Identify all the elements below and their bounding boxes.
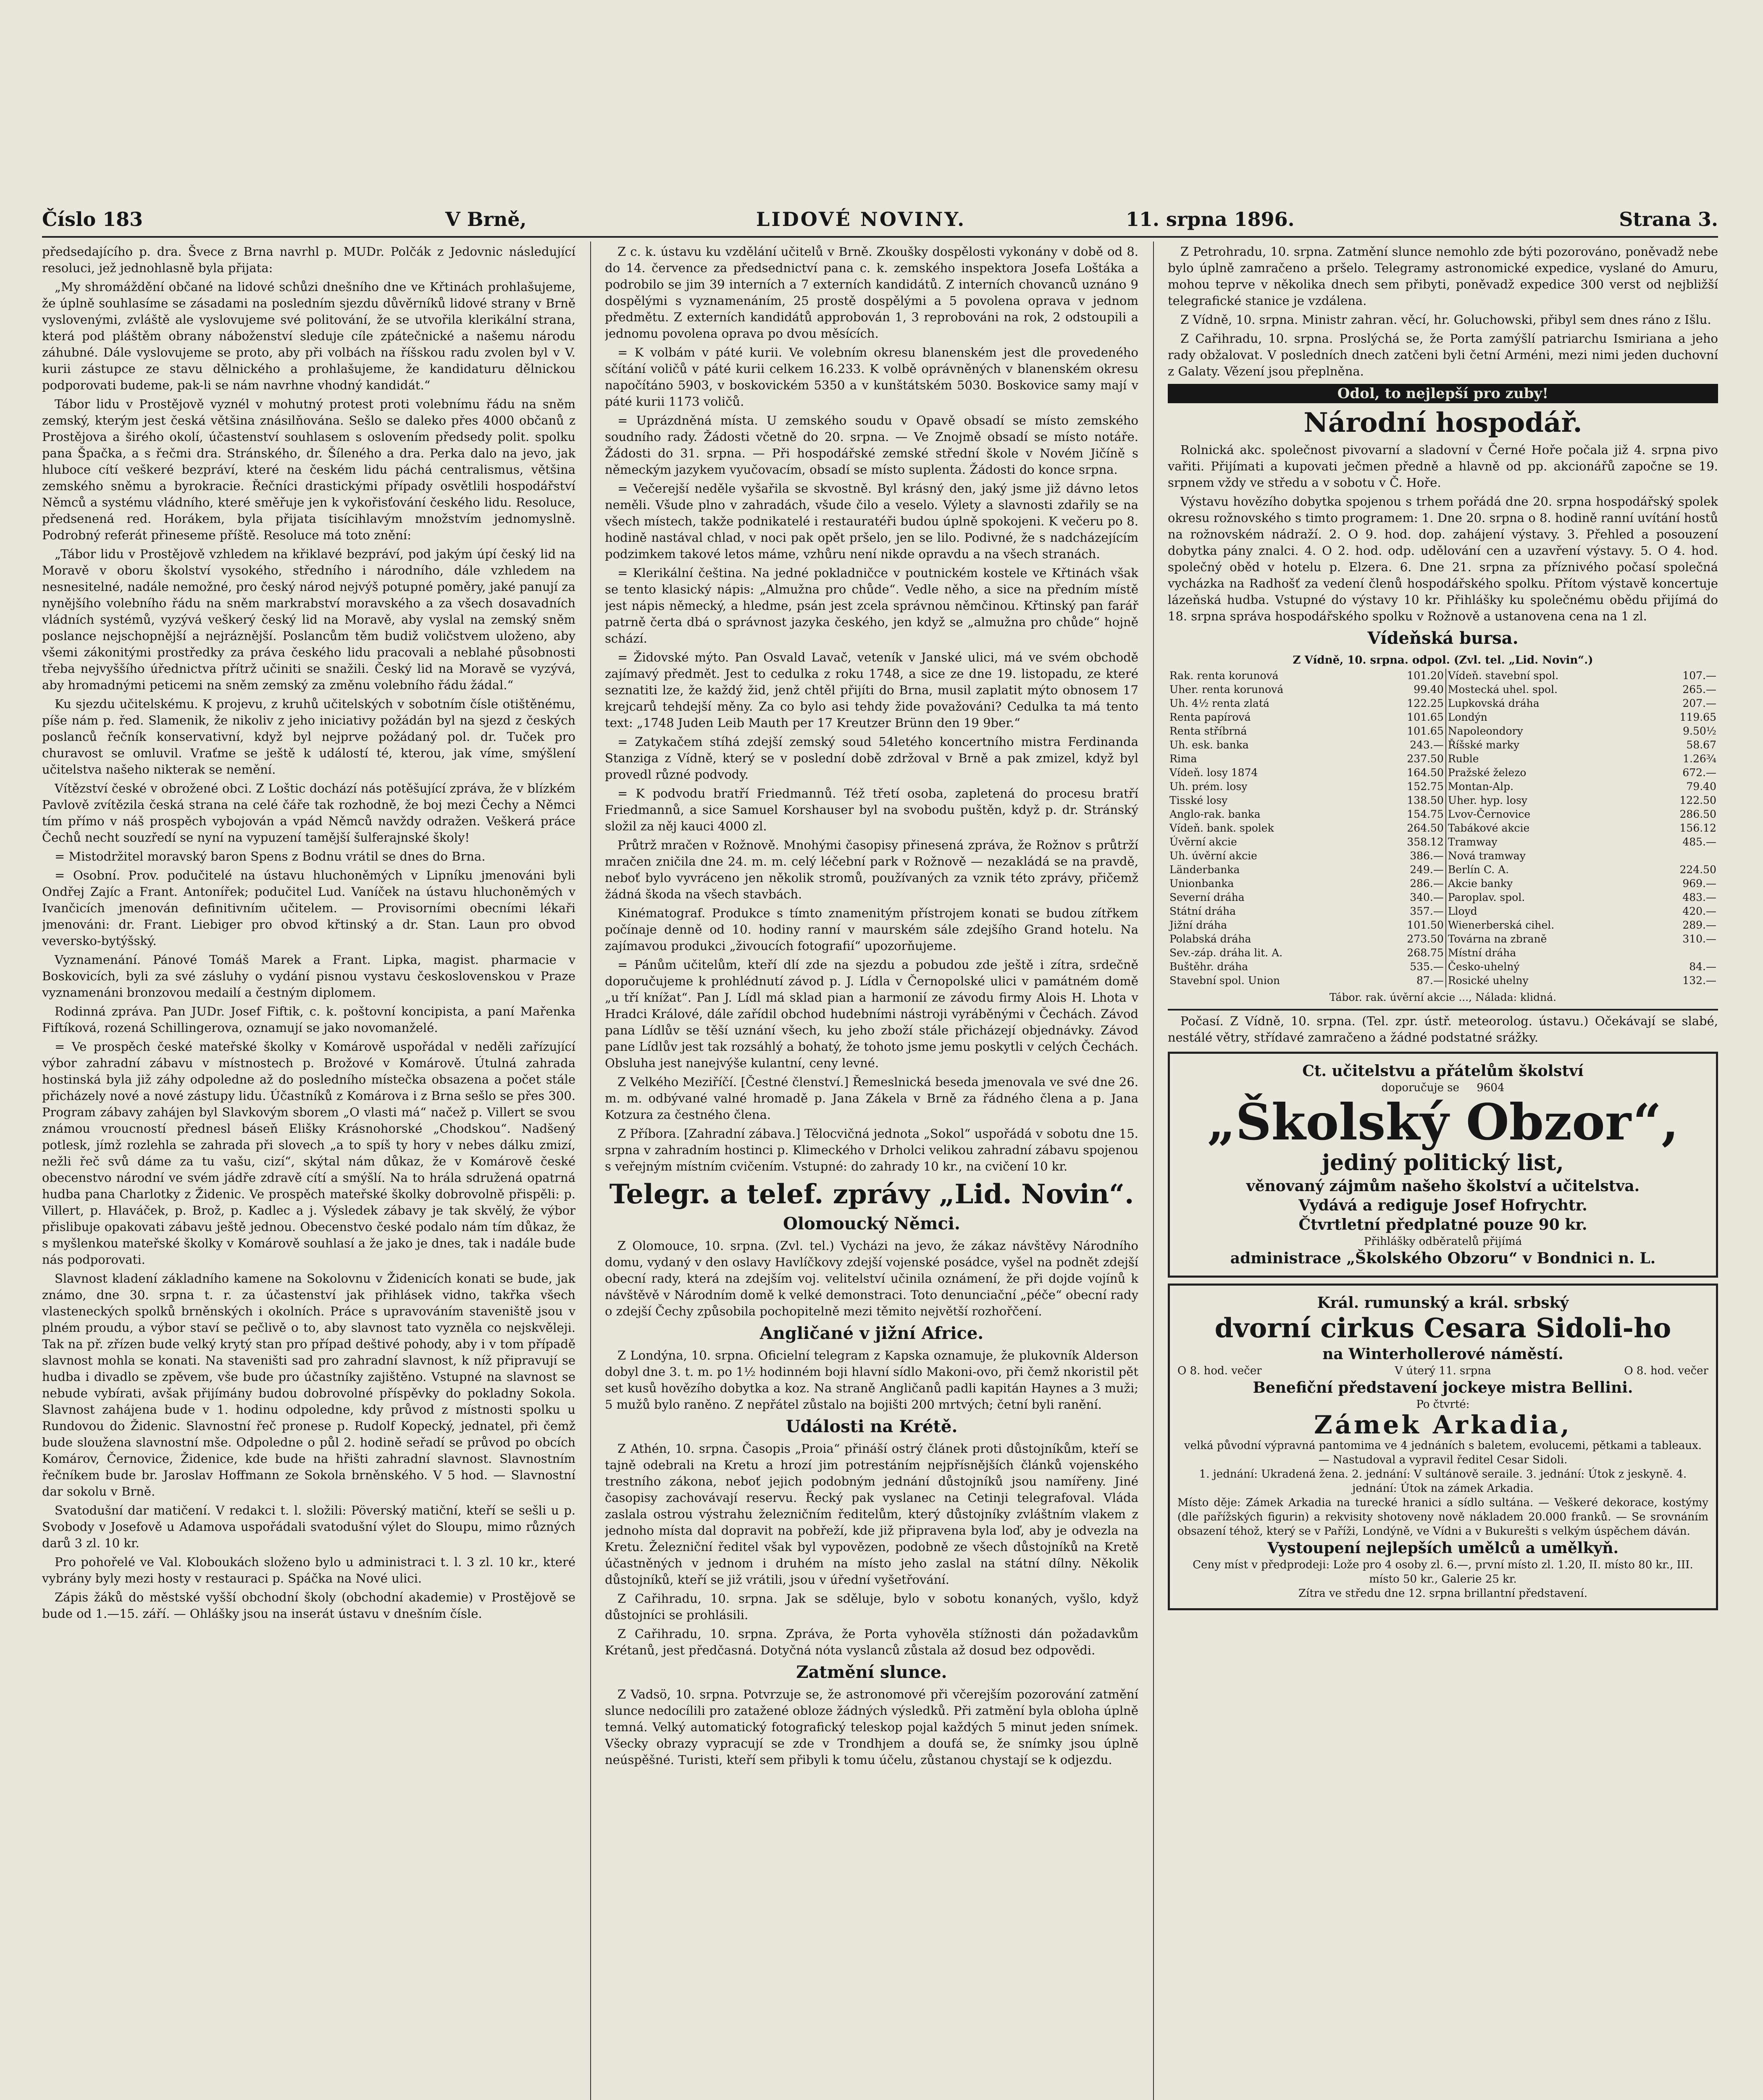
bursa-item: Buštěhr. dráha [1169,961,1248,973]
column-middle [605,244,1138,2100]
bursa-value: 122.25 [1374,696,1446,710]
bursa-value: 224.50 [1679,864,1716,876]
bursa-value: 9.50½ [1683,725,1716,737]
ad-text: O 8. hod. večer [1624,1365,1708,1377]
bursa-item: Říšské marky [1448,739,1520,751]
bursa-item: Napoleondory [1448,725,1523,737]
ad-headline: „Školský Obzor“, [1207,1093,1679,1151]
article: = Mistodržitel moravský baron Spens z Bodnu vrátil se dnes do Brna. [55,849,486,864]
skolsky-obzor-advert [1168,1052,1718,1278]
bursa-value: 386.— [1374,849,1446,863]
article: Z Vadsö, 10. srpna. Potvrzuje se, že astronomové při včerejším pozorování zatmění slunce nedocílili pro zatažené obloze žádných výsledků. Při zatmění byla obloha úplně temná. Velký automatický fotografický teleskop pojal každých 5 minut jeden snímek. Všecky obrazy vypracují se zde v Trondhjem a doufá se, že snímky jsou úplně neúspěšné. Turisti, kteří sem přibyli k tomu účelu, zůstanou chystají se k odjezdu. [605,1687,1138,1767]
bursa-value: 164.50 [1374,766,1446,780]
bursa-item: Uh. esk. banka [1169,739,1249,751]
article: Průtrž mračen v Rožnově. Mnohými časopisy přinesená zpráva, že Rožnov s průtrží mračen zničila dne 24. m. m. celý léčební park v Rožnově — nezakládá se na pravdě, neboť bylo vyvráceno jen několik stromů, používaných za vznik této zprávy, přičemž žádná škoda na všech stavbách. [605,838,1138,901]
bursa-value [1647,849,1718,863]
ad-line: Místo děje: Zámek Arkadia na turecké hranici a sídlo sultána. — Veškeré dekorace, kostýmy (dle pařížských figurin) a rekvisity shotoveny nově nákladem 20.000 franků. — Se srovnáním obsazení téhož, který se v Paříži, Londýně, ve Vídni a v Bukurešti s velkým úspěchem dáván. [1177,1496,1708,1538]
bursa-value: 87.— [1374,974,1446,987]
article: = Večerejší neděle vyšařila se skvostně. Byl krásný den, jaký jsme již dávno letos neměli. Všude plno v zahradách, všude čilo a veselo. Výlety a slavnosti zdařily se na všech místech, takže podnikatelé i restauratéři budou úplně spokojeni. K večeru po 8. hodině nastával chlad, v noci pak opět pršelo, jen se lilo. Podivné, že s nadcházejícím podzimkem takové letos máme, vzhůru není nikde opravdu a na všech stranách. [605,481,1138,561]
bursa-item: Tabákové akcie [1448,822,1530,834]
article: Z Cařihradu, 10. srpna. Proslýchá se, že Porta zamýšlí patriarchu Ismiriana a jeho rady obžalovat. V posledních dnech zatčeni byli četní Arméni, mezi nimi jeden duchovní z Galaty. Vězení jsou přeplněna. [1168,331,1718,378]
weather-report: Počasí. Z Vídně, 10. srpna. (Tel. zpr. ústř. meteorolog. ústavu.) Očekávají se slabé, nestálé větry, střídavé zamračeno a žádné podstatné srážky. [1168,1014,1718,1045]
bursa-row [1168,890,1718,904]
column-left [42,244,575,2100]
article: Z Londýna, 10. srpna. Oficielní telegram z Kapska oznamuje, že plukovník Alderson dobyl dne 3. t. m. po 1½ hodinném boji hlavní sídlo Makoni-ovo, při čemž nkoristil pět set kusů hovězího dobytka a koz. Na straně Angličanů padli kapitán Haynes a 3 muži; 5 mužů bylo raněno. Z nepřátel zůstalo na bojišti 200 mrtvých; četní byli ranění. [605,1348,1138,1412]
article: Svatodušní dar matičení. V redakci t. l. složili: Pöverský matiční, kteří se sešli u p. Svobody v Josefově u Adamova uspořádali svatodušní výlet do Sloupu, mimo různých darů 3 zl. 10 kr. [42,1503,575,1550]
bursa-item: Severní dráha [1169,891,1245,903]
bursa-row [1168,682,1718,696]
column-right [1168,244,1718,2100]
ad-line: Vydává a rediguje Josef Hofrychtr. [1298,1197,1587,1214]
bursa-value: 101.50 [1374,918,1446,932]
ad-line [1177,1364,1708,1378]
ad-line: Čtvrtletní předplatné pouze 90 kr. [1298,1216,1587,1234]
article: = Ve prospěch české mateřské školky v Komárově uspořádal v neděli zařízující výbor zahradní zábavu v místnostech p. Brožové v Komárově. Útulná zahrada hostinská byla již záhy odpoledne až do posledního místečka obsazena a počet stále přicházely nové a nové zástupy lidu. Účastníků z Komárova i z Brna sešlo se přes 300. Program zábavy zahájen byl Slavkovým sborem „O vlasti má“ načež p. Villert se svou známou vroucností přednesl báseň Elišky Krásnohorské „Chodskou“. Nadšený potlesk, jímž rozlehla se zahrada při slovech „a to spíš ty hory v nebes dálku zmizí, nežli řeč svů dáme za tu vašu, cizí“, skýtal nám důkaz, že v Komárově české obecenstvo národní ve svém jádře zdravě cítí a smýšlí. Na to hrála sdružená opatrná hudba pana Charlotky z Židenic. Ve prospěch mateřské školky dobrovolně přispěli: p. Villert, p. Hlaváček, p. Brož, p. Kadlec a j. Výsledek zábavy je tak skvělý, že výbor přislibuje opakovati zábavu ještě jednou. Obecenstvo české podalo nám tím důkaz, že s myšlenkou mateřské školky v Komárově souhlasí a že jako je dnes, tak i nadále bude nás podporovati. [42,1040,575,1267]
bursa-row [1168,724,1718,738]
article: = K podvodu bratří Friedmannů. Též třetí osoba, zapletená do procesu bratří Friedmannů, a sice Samuel Korshauser byl na svobodu puštěn, když p. dr. Stránský složil za něj kauci 4000 zl. [605,786,1138,833]
ad-text: O 8. hod. večer [1177,1365,1262,1377]
bursa-value: 122.50 [1679,794,1716,806]
article: Z Cařihradu, 10. srpna. Zpráva, že Porta vyhověla stížnosti dán požadavkům Krétanů, jest předčasná. Dotyčná nóta vyslanců zůstala až dosud bez odpovědi. [605,1627,1138,1657]
article: = Klerikální čeština. Na jedné pokladničce v poutnickém kostele ve Křtinách však se tento klasický nápis: „Almužna pro chůde“. Vedle něho, a sice na předním místě jest nápis německý, a hledme, psán jest zcela správnou němčinou. Křtinský pan farář patrně čerta dbá o správnost jazyka českého, jen když se „almužna pro chůde“ hojně schází. [605,566,1138,646]
bursa-row [1168,669,1718,682]
bursa-row [1168,918,1718,932]
article: Rolnická akc. společnost pivovarní a sladovní v Černé Hoře počala již 4. srpna pivo vařiti. Přijímati a kupovati ječmen předně a hlavně od pp. akcionářů započne se 19. srpnem vždy ve středu a v sobotu v Č. Hoře. [1168,443,1718,490]
bursa-row [1168,710,1718,724]
column-separator [590,242,591,2100]
bursa-item: Uher. renta korunová [1169,683,1284,696]
article: „Tábor lidu v Prostějově vzhledem na křiklavé bezpráví, pod jakým úpí český lid na Moravě v oboru školství vysokého, středního i národního, dále vzhledem na nesnesitelné, nadále nemožné, pro český národ nejvýš potupné poměry, jaké panují za nynějšího volebního řádu na sněm markrabství moravského a za všech dosavadních vládních systémů, vyzývá veškerý český lid na Moravě, aby vyslal na zemský sněm poslance nejschopnější a nejráznější. Poslancům těm budiž voličstvem uloženo, aby všemi zákonitými prostředky za práva českého lidu pracovali a neblahé působnosti třeba nejvyššího úřednictva přítrž učiniti se snažili. Český lid na Moravě se vyzývá, aby hromadnými peticemi na sněm zemský za změnu volebního řádu žádal.“ [42,547,575,692]
ad-headline: dvorní cirkus Cesara Sidoli-ho [1214,1312,1671,1344]
bursa-item: Renta stříbrná [1169,725,1247,737]
bursa-value: 485.— [1682,836,1716,848]
bursa-value: 1.26¾ [1683,753,1716,765]
bursa-value: 310.— [1682,933,1716,945]
article: Vyznamenání. Pánové Tomáš Marek a Frant. Lipka, magist. pharmacie v Boskovicích, byli za své zásluhy o vydání pisnou vystavu československou v Praze vyznamenáni bronzovou medailí a čestným diplomem. [42,953,575,1000]
bursa-value: 483.— [1682,891,1716,903]
section-subtitle: Angličané v jižní Africe. [759,1323,984,1343]
bursa-value: 289.— [1682,919,1716,931]
page-header [42,208,1718,237]
bursa-item: Jižní dráha [1169,919,1227,931]
bursa-item: Uher. hyp. losy [1448,794,1528,806]
circus-advert [1168,1284,1718,1610]
article: Z Příbora. [Zahradní zábava.] Tělocvičná jednota „Sokol“ uspořádá v sobotu dne 15. srpna v zahradním hostinci p. Klimeckého v Drholci velikou zahradní zábavu spojenou s veřejným místním cvičením. Vstupné: do zahrady 10 kr., na cvičení 10 kr. [605,1126,1138,1173]
article: = Osobní. Prov. podučitelé na ústavu hluchoněmých v Lipníku jmenováni byli Ondřej Zajíc a Frant. Antonířek; podučitel Lud. Vaníček na ústavu hluchoněmých v Ivančicích jmenován definitivním učitelem. — Provisorními obecními lékaři jmenováni: dr. Frant. Liebiger pro obvod křtinský a dr. Stan. Laun pro obvod veversko-bytýšský. [42,868,575,948]
header-date: 11. srpna 1896. [1126,208,1295,231]
article: Ku sjezdu učitelskému. K projevu, z kruhů učitelských v sobotním čísle otištěnému, píše nám p. řed. Slamenik, že nikoliv z jeho iniciativy požádán byl na sjezd z českých poslanců řečník konservativní, když byl nejprve požádaný pol. dr. Tuček pro churavost se omluvil. Vraťme se ještě k událostí té, kterou, jak víme, smýšlení učitelstva našeho nikterak se nemění. [42,697,575,777]
article: Pro pohořelé ve Val. Kloboukách složeno bylo u administraci t. l. 3 zl. 10 kr., které vybrány byly mezi hosty v restauraci p. Spáčka na Nové ulici. [42,1555,575,1586]
article: Z Vídně, 10. srpna. Ministr zahran. věcí, hr. Goluchowski, přibyl sem dnes ráno z Išlu. [1180,312,1711,327]
article: Rodinná zpráva. Pan JUDr. Josef Fiftik, c. k. poštovní koncipista, a paní Mařenka Fiftíková, rozená Schillingerova, oznamují se jako novomanželé. [42,1004,575,1035]
bursa-value: 340.— [1374,890,1446,904]
ad-headline: Zámek Arkadia, [1314,1410,1572,1440]
bursa-value: 268.75 [1374,946,1446,960]
bursa-item: Anglo-rak. banka [1169,808,1261,820]
bursa-value: 207.— [1682,697,1716,709]
article: Vítězství české v obrožené obci. Z Loštic dochází nás potěšující zpráva, že v blízkém Pavlově zvítězila česká strana na celé čáře tak rozhodně, že boj mezi Čechy a Němci tím přímo v náš prospěch vybojován a vpád Němců navždy odražen. Veškerá práce Čechů necht souzředí se nyní na vypuzení tamější šulferajnské školy! [42,781,575,845]
article: Zápis žáků do městské vyšší obchodní školy (obchodní akademie) v Prostějově se bude od 1.—15. září. — Ohlášky jsou na inserát ústavu v dnešním čísle. [42,1590,575,1621]
ad-line: Vystoupení nejlepších umělců a umělkyň. [1267,1539,1619,1557]
section-subtitle: Zatmění slunce. [796,1662,947,1682]
bursa-row [1168,960,1718,974]
header-place: V Brně, [445,208,527,231]
bursa-row [1168,752,1718,766]
bursa-item: Rosické uhelny [1448,974,1529,987]
section-subtitle: Události na Krétě. [786,1417,958,1436]
bursa-item: Továrna na zbraně [1448,933,1547,945]
bursa-item: Místní dráha [1448,947,1516,959]
bursa-row [1168,835,1718,849]
bursa-value: 672.— [1682,766,1716,779]
bursa-row [1168,780,1718,793]
bursa-item: Lloyd [1448,905,1477,917]
bursa-item: Renta papírová [1169,711,1251,723]
ad-number: 9604 [1477,1082,1505,1094]
bursa-value: 156.12 [1679,822,1716,834]
ad-line: Král. rumunský a král. srbský [1317,1294,1569,1312]
bursa-item: Akcie banky [1448,877,1513,890]
bursa-row [1168,863,1718,877]
bursa-value: 358.12 [1374,835,1446,849]
ad-line: Po čtvrté: [1416,1398,1470,1411]
bursa-row [1168,821,1718,835]
bursa-item: Vídeň. bank. spolek [1169,822,1274,834]
bursa-value: 273.50 [1374,932,1446,946]
bursa-value: 107.— [1682,669,1716,682]
bursa-row [1168,974,1718,987]
column-separator [1153,242,1154,2100]
bursa-row [1168,807,1718,821]
bursa-item: Rima [1169,753,1197,765]
bursa-item: Lvov-Černovice [1448,808,1531,820]
article: předsedajícího p. dra. Švece z Brna navrhl p. MUDr. Polčák z Jedovnic následující resoluci, jež jednohlasně byla přijata: [42,244,575,275]
bursa-item: Länderbanka [1169,864,1240,876]
article: „My shromáždění občané na lidové schůzi dnešního dne ve Křtinách prohlašujeme, že úplně souhlasíme se zásadami na posledním sjezdu důvěrníků lidové strany v Brně vyslovenými, zvláště ale vyslovujeme své politování, že se utvořila klerikální strana, která pod pláštěm obrany náboženství sleduje cíle zpátečnické a našemu národu záhubné. Dále vyslovujeme se proto, aby při volbách na říšskou radu zvolen byl v V. kurii zástupce ze stavu dělnického a prohlašujeme, že kandidaturu dělnickou podporovati budeme, pak-li se nám navrhne vhodný kandidát.“ [42,280,575,392]
bursa-value: 79.40 [1686,780,1716,793]
bursa-item: Uh. 4½ renta zlatá [1169,697,1269,709]
ad-line: Ct. učitelstvu a přátelům školství [1302,1062,1584,1080]
bursa-item: Tramway [1448,836,1498,848]
bursa-item: Tisské losy [1169,794,1228,806]
article: = Uprázdněná místa. U zemského soudu v Opavě obsadí se místo zemského soudního rady. Žádosti včetně do 20. srpna. — Ve Znojmě obsadí se místo notáře. Žádosti do 31. srpna. — Při hospodářské zemské střední škole v Novém Jičíně s německým jazykem vyučovacím, obsadí se místo suplenta. Žádosti do konce srpna. [605,413,1138,477]
article: Z Petrohradu, 10. srpna. Zatmění slunce nemohlo zde býti pozorováno, poněvadž nebe bylo úplně zamračeno a pršelo. Telegramy astronomické expedice, vyslané do Amuru, mohou teprve v několika dnech sem přibyti, poněvadž expedice 300 verst od nejbližší telegrafické stanice je vzdálena. [1168,244,1718,308]
bursa-value: 138.50 [1374,793,1446,807]
issue-number: Číslo 183 [42,208,143,231]
bursa-value: 101.65 [1374,710,1446,724]
bursa-item: Paroplav. spol. [1448,891,1525,903]
bursa-value: 264.50 [1374,821,1446,835]
bursa-item: Londýn [1448,711,1487,723]
bursa-value: 99.40 [1374,682,1446,696]
bursa-item: Nová tramway [1448,850,1526,862]
ad-line: jediný politický list, [1322,1150,1564,1176]
bursa-row [1168,904,1718,918]
article: = K volbám v páté kurii. Ve volebním okresu blanenském jest dle provedeného sčítání voličů v páté kurii celkem 16.233. K volbě oprávněných v blanenském okresu napočítáno 5903, v boskovickém 5350 a v kunštátském 5030. Boskovice samy mají v páté kurii 1173 voličů. [605,345,1138,409]
article: Z Velkého Meziříčí. [Čestné členství.] Řemeslnická beseda jmenovala ve své dne 26. m. m. odbývané valné hromadě p. Jana Zákela v Brně za řádného člena a p. Jana Kotzura za čestného člena. [605,1075,1138,1122]
bursa-value: 243.— [1374,738,1446,752]
bursa-item: Vídeň. losy 1874 [1169,766,1258,779]
bursa-item: Polabská dráha [1169,933,1251,945]
bursa-row [1168,766,1718,780]
article: Kinématograf. Produkce s tímto znamenitým přístrojem konati se budou zítřkem počínaje denně od 10. hodiny ranní v maurském sále zdejšího Grand hotelu. Na zajímavou produkci „živoucích fotografií“ upozorňujeme. [605,906,1138,953]
ad-text: V úterý 11. srpna [1395,1365,1491,1377]
ad-line: Benefiční představení jockeye mistra Bellini. [1253,1379,1633,1396]
article: Výstavu hovězího dobytka spojenou s trhem pořádá dne 20. srpna hospodářský spolek okresu rožnovského s timto programem: 1. Dne 20. srpna o 8. hodině ranní uvítání hostů na rožnovském nádraží. 2. O 9. hod. dop. zahájení výstavy. 3. Přehled a posouzení dobytka pány znalci. 4. O 2. hod. odp. udělování cen a uzavření výstavy. 5. O 4. hod. společný oběd v hotelu p. Elzera. 6. Dne 21. srpna za příznivého počasí společná vycházka na Radhošť za vedení členů hospodářského spolku. Přítom výstavě koncertuje lázeňská hudba. Vstupné do výstavy 10 kr. Přihlášky ku společnému obědu přijímá do 18. srpna správa hospodářského spolku v Rožnově a ustanovena cena na 1 zl. [1168,494,1718,623]
article: = Židovské mýto. Pan Osvald Lavač, veteník v Janské ulici, má ve svém obchodě zajímavý předmět. Jest to cedulka z roku 1748, a sice ze dne 19. listopadu, ze které seznatiti lze, že každý žid, jenž chtěl přijíti do Brna, musil zaplatit mýto obnosem 17 krejcarů tehdejší měny. Za co bylo asi tehdy žide považováni? Cedulka ta má tento text: „1748 Juden Leib Mauth per 17 Kreutzer Brünn den 19 9ber.“ [605,650,1138,730]
article: Z Cařihradu, 10. srpna. Jak se sděluje, bylo v sobotu konaných, vyšlo, když důstojníci se prohlásili. [605,1591,1138,1622]
bursa-value: 84.— [1689,961,1716,973]
page-number: Strana 3. [1619,208,1718,231]
bursa-item: Uh. úvěrní akcie [1169,850,1257,862]
telegram-section-title: Telegr. a telef. zprávy „Lid. Novin“. [609,1179,1134,1210]
bursa-value [1647,946,1718,960]
bursa-item: Berlín C. A. [1448,864,1509,876]
bursa-value: 249.— [1374,863,1446,877]
bursa-item: Wienerberská cihel. [1448,919,1555,931]
bursa-item: Úvěrní akcie [1169,836,1237,848]
bursa-value: 237.50 [1374,752,1446,766]
bursa-item: Sev.-záp. dráha lit. A. [1169,947,1283,959]
article: Tábor lidu v Prostějově vyznél v mohutný protest proti volebnímu řádu na sněm zemský, kterým jest česká většina znásilňována. Sešlo se daleko přes 4000 občanů z Prostějova a širého okolí, účastenství souhlasem s oslovením předsedy polit. spolku pana Špačka, a s řečmi dra. Stránského, dr. Šíleného a dra. Perka dalo na jevo, jak hluboce cítí veškeré bezpráví, které na českém lidu páchá centralismus, většina zemského sněmu a byrokracie. Řečníci drastickými případy osvětlili hospodářství Němců a systému vládního, které směřuje jen k vykořisťování českého lidu. Resoluce, předsenená red. Horákem, byla přijata tisícihlavým množstvím jednomyslně. Podrobný referát přineseme příště. Resoluce má toto znění: [42,397,575,542]
bursa-row [1168,877,1718,890]
bursa-row [1168,738,1718,752]
bursa-value: 420.— [1682,905,1716,917]
bursa-item: Ruble [1448,753,1479,765]
bursa-value: 101.65 [1374,724,1446,738]
bursa-value: 265.— [1682,683,1716,696]
bursa-row [1168,849,1718,863]
bursa-title: Vídeňská bursa. [1367,628,1519,648]
bursa-value: 101.20 [1374,669,1446,682]
bursa-item: Státní dráha [1169,905,1236,917]
article: = Zatykačem stíhá zdejší zemský soud 54letého koncertního mistra Ferdinanda Stanziga z Vídně, který se v poslední době zdržoval v Brně a pak zmizel, když byl provedl různé podvody. [605,735,1138,782]
bursa-item: Mostecká uhel. spol. [1448,683,1558,696]
bursa-item: Stavební spol. Union [1169,974,1280,987]
bursa-subtitle: Z Vídně, 10. srpna. odpol. (Zvl. tel. „Lid. Novin“.) [1293,654,1593,667]
bursa-item: Uh. prém. losy [1169,780,1248,793]
ad-line: na Winterhollerové náměstí. [1322,1345,1563,1363]
bursa-value: 152.75 [1374,780,1446,793]
ad-line: Zítra ve středu dne 12. srpna brillantní představení. [1298,1587,1588,1600]
section-subtitle: Olomoucký Němci. [783,1214,960,1234]
bursa-item: Montan-Alp. [1448,780,1514,793]
section-title: Národní hospodář. [1303,407,1582,438]
bursa-value: 357.— [1374,904,1446,918]
ad-line: Ceny míst v předprodeji: Lože pro 4 osoby zl. 6.—, první místo zl. 1.20, II. místo 80 kr., III. místo 50 kr., Galerie 25 kr. [1193,1559,1693,1586]
article: Slavnost kladení základního kamene na Sokolovnu v Židenicích konati se bude, jak známo, dne 30. srpna t. r. za účastenství jak přihlásek vidno, takřka všech vlasteneckých spolků brněnských i okolních. Práce s upravováním staveniště jsou v plném proudu, a výbor staví se pečlivě o to, aby slavnost tato vyzněla co nejskvěleji. Tak na př. zřízen bude velký krytý stan pro případ deštivé pohody, aby i v tom případě slavnost mohla se konati. Na staveništi sad pro zahradní slavnost, k níž připravují se hudba i divadlo se zpěvem, vše bude pro účastníky zajištěno. Vstupné na slavnost se nebude vybírati, avšak přijímány budou dobrovolné příspěvky do pokladny Sokola. Slavnost zahájena bude v 1. hodinu odpoledne, kdy průvod z místnosti spolku u Rundovou do Židenic. Slavnostní řeč pronese p. Rudolf Kopecký, jednatel, při čemž bude sloužena slavnostní mše. Odpoledne o půl 2. hodině seřadí se průvod po obcích Komárov, Černovice, Židenice, kde bude na hřišti zahradní slavnost. Slavnostním řečníkem bude br. Jaroslav Hoffmann ze Sokola brněnského. V 5 hod. — Slavnostní dar sokolu v Brně. [42,1271,575,1499]
bursa-item: Lupkovská dráha [1448,697,1540,709]
bursa-value: 58.67 [1686,739,1716,751]
bursa-value: 154.75 [1374,807,1446,821]
ad-line: velká původní výpravná pantomima ve 4 jednáních s baletem, evolucemi, pětkami a tableaux. — Nastudoval a vypravil ředitel Cesar Sidoli. [1184,1439,1702,1466]
bursa-value: 132.— [1682,974,1716,987]
bursa-value: 286.— [1374,877,1446,890]
bursa-row [1168,946,1718,960]
article: Z Olomouce, 10. srpna. (Zvl. tel.) Vycházi na jevo, že zákaz návštěvy Národního domu, vydaný v den oslavy Havlíčkovy zdejší vojenské posádce, vyšel na podnět zdejší obecní rady, která na zdejším voj. velitelství učinila oznámení, že při dojde vojínů k návštěvě v Národním domě k velké demonstraci. Toto denunciační „péče“ obecní rady o zdejší Čechy způsobila pochopitelně mezi těmito největší rozhořčení. [605,1239,1138,1318]
odol-advert-banner: Odol, to nejlepší pro zuby! [1168,384,1718,403]
bursa-row [1168,696,1718,710]
bursa-value: 119.65 [1679,711,1716,723]
bursa-value: 969.— [1682,877,1716,890]
ad-line: 1. jednání: Ukradená žena. 2. jednání: V sultánově seraile. 3. jednání: Útok z jeskyně. 4. jednání: Útok na zámek Arkadia. [1199,1468,1687,1495]
ad-text: doporučuje se [1381,1082,1460,1094]
bursa-footnote: Tábor. rak. úvěrní akcie ..., Nálada: klidná. [1329,991,1557,1003]
ad-line: Přihlášky odběratelů přijímá [1364,1235,1522,1248]
ad-line: administrace „Školského Obzoru“ v Bondnici n. L. [1230,1250,1656,1267]
divider [1168,1009,1718,1011]
article: = Pánům učitelům, kteří dlí zde na sjezdu a pobudou zde ještě i zítra, srdečně doporučujeme k prohlédnutí závod p. J. Lídla v Černopolské ulici v památném domě „u tří knížat“. Pan J. Lídl má sklad pian a harmonií ze závodu firmy Alois H. Lhota v Hradci Králové, dále zařídil obchod hudebními nástroji vyráběnými v Čechách. Závod pana Lídlův se těší uznání všech, ku jeho zboží stále přicházejí objednávky. Závod pane Lídlův jest tak rozsáhlý a bohatý, že tohoto jsme jemu poskytli v celých Čechách. Obsluha jest nanejvýše kulantní, ceny levné. [605,958,1138,1070]
masthead-title: LIDOVÉ NOVINY. [756,208,966,231]
bursa-row [1168,793,1718,807]
bursa-value: 535.— [1374,960,1446,974]
article: Z c. k. ústavu ku vzdělání učitelů v Brně. Zkoušky dospělosti vykonány v době od 8. do 14. července za předsednictví pana c. k. zemského inspektora Josefa Loštáka a podrobilo se jim 39 interních a 7 externích kandidátů. Z interních chovanců uznáno 9 dospělými s vyznamenáním, 25 prostě dospělými a 5 povolena oprava v jednom předmětu. Z externích kandidátů approbován 1, 3 reprobováni na rok, 2 odstoupili a jednomu povolena oprava po dvou měsících. [605,244,1138,341]
bursa-item: Pražské železo [1448,766,1527,779]
bursa-item: Česko-uhelný [1448,961,1520,973]
header-rule [42,236,1718,238]
bursa-table [1168,669,1718,987]
article: Z Athén, 10. srpna. Časopis „Proia“ přináší ostrý článek proti důstojníkům, kteří se tajně odebrali na Kretu a hrozí jim potrestáním nejpřísnějších článků vojenského trestního zákona, neboť jejich podobným jednání důstojníků jsou namířeny. Jiné časopisy zachovávají reservu. Řecký pak vyslanec na Cetinji telegrafoval. Vláda zaslala ostrou výstrahu železničním ředitelům, který důstojníky zvláštním vlakem z jednoho místa dal dopravit na pobřeží, kde již připravena byla loď, aby je odvezla na Kretu. Železniční ředitel však byl vypovězen, podobně ze všech důstojníků na Kretě účastněných v jednom i druhém na místo jeho zaslal na státní dílny. Několik důstojníků, kteří se již vrátili, jsou v úřední vyšetřování. [605,1441,1138,1587]
bursa-value: 286.50 [1679,808,1716,820]
bursa-item: Vídeň. stavební spol. [1448,669,1559,682]
bursa-item: Rak. renta korunová [1169,669,1279,682]
bursa-row [1168,932,1718,946]
bursa-item: Unionbanka [1169,877,1234,890]
ad-line: věnovaný zájmům našeho školství a učitelstva. [1246,1177,1640,1195]
